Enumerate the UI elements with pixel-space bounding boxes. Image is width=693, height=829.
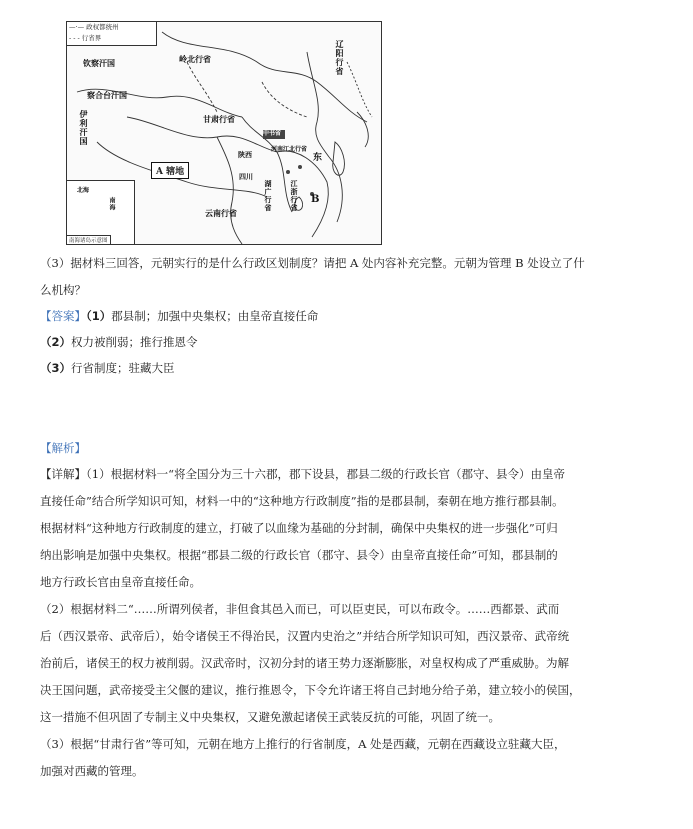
label-lingbei: 岭北行省 — [179, 54, 211, 64]
answer-3-text: 行省制度；驻藏大臣 — [71, 361, 175, 375]
analysis-p1-line-4: 纳出影响是加强中央集权。根据“郡县二级的行政长官（郡守、县令）由皇帝直接任命”可知，郡县制的 — [40, 548, 558, 562]
inset-caption: 南海诸岛示意图 — [67, 235, 111, 244]
inset-south-label: 南海 — [108, 197, 115, 211]
label-yunnan: 云南行省 — [205, 208, 237, 218]
analysis-p2-line-1: （2）根据材料二“……所谓列侯者，非但食其邑入而已，可以臣吏民，可以布政令。……西都景、武而 — [40, 602, 560, 616]
answer-line-3 — [40, 361, 652, 375]
answer-1-num: （1） — [86, 309, 112, 323]
label-liaoyang: 辽阳行省 — [335, 40, 345, 76]
label-qincha: 钦察汗国 — [83, 58, 115, 68]
south-sea-inset — [67, 180, 135, 244]
label-henan: 河南江北行省 — [271, 146, 308, 153]
legend-boundary-1: —·— 政权都统州 — [69, 23, 119, 31]
label-huguang: 湖广行省 — [264, 180, 273, 212]
label-dong: 东 — [313, 153, 323, 163]
label-zhongshu: 中书省 — [263, 130, 282, 137]
analysis-p2-line-2: 后（西汉景帝、武帝后），始令诸侯王不得治民，汉置内史治之”并结合所学知识可知，西汉景帝、武帝统 — [40, 629, 570, 643]
answer-3-num: （3） — [40, 361, 72, 375]
label-sichuan: 四川 — [239, 172, 253, 181]
answer-tag: 【答案】 — [40, 309, 86, 323]
yuan-dynasty-map — [66, 21, 382, 245]
analysis-p1-line-2: 直接任命”结合所学知识可知，材料一中的“这种地方行政制度”指的是郡县制，秦朝在地方推行郡县制。 — [40, 494, 564, 508]
inset-north-label: 北海 — [77, 187, 90, 194]
analysis-p3-line-1: （3）根据“甘肃行省”等可知，元朝在地方上推行的行省制度，A 处是西藏，元朝在西藏设立驻藏大臣， — [40, 737, 566, 751]
answer-line-2 — [40, 335, 652, 349]
analysis-p1-line-3: 根据材料“这种地方行政制度的建立，打破了以血缘为基础的分封制，确保中央集权的进一步强化”可归 — [40, 521, 558, 535]
label-gansu: 甘肃行省 — [203, 114, 235, 124]
answer-2-num: （2） — [40, 335, 72, 349]
question-line-1: （3）据材料三回答，元朝实行的是什么行政区划制度？请把 A 处内容补充完整。元朝为管理 B 处设立了什 — [40, 256, 585, 270]
analysis-p1-line-5: 地方行政长官由皇帝直接任命。 — [40, 575, 201, 589]
analysis-p3-line-2: 加强对西藏的管理。 — [40, 764, 144, 778]
legend-boundary-2: - - - 行省界 — [69, 34, 102, 42]
map-legend — [67, 22, 157, 46]
label-jiangzhe: 江浙行省 — [290, 180, 299, 212]
answer-line-1 — [40, 309, 652, 323]
question-line-2: 么机构？ — [40, 283, 86, 297]
label-ilkhan: 伊利汗国 — [79, 110, 89, 146]
answer-2-text: 权力被削弱；推行推恩令 — [71, 335, 198, 349]
analysis-tag: 【解析】 — [40, 441, 86, 455]
region-a-box: A 辖地 — [151, 162, 189, 179]
analysis-p2-line-4: 决王国问题，武帝接受主父偃的建议，推行推恩令，下令允许诸王将自己封地分给子弟，建立较小的侯国， — [40, 683, 581, 697]
analysis-p2-line-3: 治前后，诸侯王的权力被削弱。汉武帝时，汉初分封的诸王势力逐渐膨胀，对皇权构成了严重威胁。为解 — [40, 656, 569, 670]
answer-1-text: 郡县制；加强中央集权；由皇帝直接任命 — [111, 309, 319, 323]
analysis-p2-line-5: 这一措施不但巩固了专制主义中央集权，又避免激起诸侯王武装反抗的可能，巩固了统一。 — [40, 710, 500, 724]
label-b: B — [311, 194, 320, 205]
label-shaanxi: 陕西 — [238, 150, 252, 159]
label-chagatai: 察合台汗国 — [87, 90, 127, 100]
analysis-p1-line-1: 【详解】（1）根据材料一“将全国分为三十六郡，郡下设县，郡县二级的行政长官（郡守、县令）由皇帝 — [40, 467, 565, 481]
